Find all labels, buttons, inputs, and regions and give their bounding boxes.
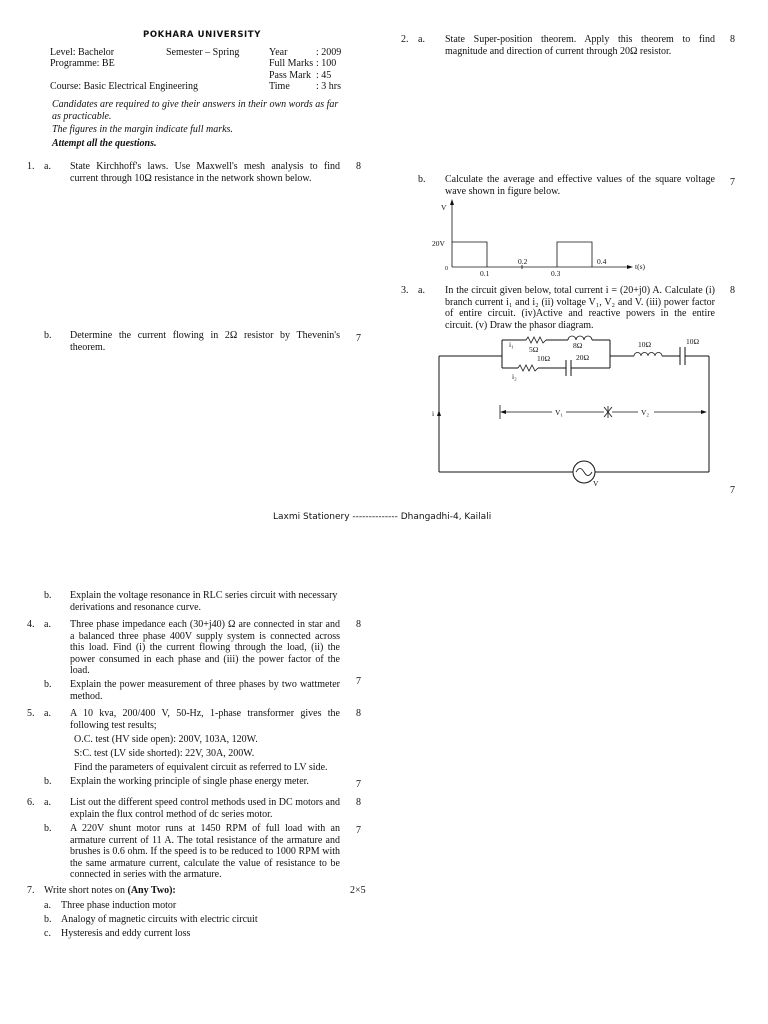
part-label: a. bbox=[44, 797, 51, 808]
resistor-label: 5Ω bbox=[529, 345, 539, 354]
part-label: a. bbox=[418, 285, 425, 296]
short-notes-heading bbox=[44, 885, 176, 897]
time-label: Time bbox=[269, 81, 290, 92]
origin-label: 0 bbox=[445, 266, 448, 272]
list-item: Three phase induction motor bbox=[61, 900, 177, 911]
pulse-2 bbox=[557, 242, 592, 267]
marks: 8 bbox=[356, 619, 361, 630]
short-notes-intro: Write short notes on bbox=[44, 885, 128, 896]
voltage-label-v1: V₁ bbox=[555, 408, 564, 417]
full-marks-value: : 100 bbox=[316, 58, 337, 69]
part-label: a. bbox=[44, 161, 51, 172]
resistor-10-ohm-icon bbox=[518, 365, 538, 371]
question-text: Explain the voltage resonance in RLC series circuit with necessary derivations and resonance curve. bbox=[70, 590, 338, 613]
list-item: Hysteresis and eddy current loss bbox=[61, 928, 191, 939]
question-text: List out the different speed control methods used in DC motors and explain the flux control method of dc series motor. bbox=[70, 797, 340, 820]
question-text: State Super-position theorem. Apply this theorem to find magnitude and direction of current through 20Ω resistor. bbox=[445, 34, 715, 57]
university-title: POKHARA UNIVERSITY bbox=[143, 30, 261, 40]
tick-label: 0.1 bbox=[480, 269, 490, 278]
question-number: 7. bbox=[27, 885, 35, 896]
time-value: : 3 hrs bbox=[316, 81, 341, 92]
ac-circuit-figure bbox=[428, 330, 718, 490]
branch-current-i2: i₂ bbox=[512, 372, 517, 381]
resistor-label: 10Ω bbox=[537, 354, 551, 363]
v2-arrow-icon bbox=[701, 410, 707, 414]
part-label: a. bbox=[44, 708, 51, 719]
question-text: Explain the power measurement of three phases by two wattmeter method. bbox=[70, 679, 340, 702]
question-text: Calculate the average and effective values of the square voltage wave shown in figure below. bbox=[445, 174, 715, 197]
question-number: 6. bbox=[27, 797, 35, 808]
part-label: b. bbox=[44, 679, 52, 690]
marks: 8 bbox=[356, 797, 361, 808]
full-marks-label: Full Marks bbox=[269, 58, 314, 69]
question-text: Explain the working principle of single phase energy meter. bbox=[70, 776, 309, 787]
question-number: 1. bbox=[27, 161, 35, 172]
part-label: b. bbox=[418, 174, 426, 185]
question-text: Three phase impedance each (30+j40) Ω are connected in star and a balanced three phase 400V supply system is connected across this load. Find (i) the current flowing through the load, (ii) the power consumed in each phase and (iii) the power factor of the load. bbox=[70, 619, 340, 677]
v1-arrow-icon bbox=[500, 410, 506, 414]
current-label-i: i bbox=[432, 409, 435, 418]
part-label: b. bbox=[44, 590, 52, 601]
level: Level: Bachelor bbox=[50, 47, 115, 58]
v-axis-arrow-icon bbox=[450, 199, 454, 205]
instruction-marks: The figures in the margin indicate full marks. bbox=[52, 124, 233, 135]
question-text: In the circuit given below, total current i = (20+j0) A. Calculate (i) branch current i₁ and i₂ (ii) voltage V₁, V₂ and V. (iii) power factor of entire circuit. (iv)Active and reactive powers in the entire circuit. (v) Draw the phasor diagram. bbox=[445, 285, 715, 331]
pass-mark-label: Pass Mark bbox=[269, 70, 311, 81]
inductor-8-ohm-icon bbox=[568, 336, 592, 340]
part-label: a. bbox=[44, 619, 51, 630]
inductor-label: 8Ω bbox=[573, 341, 583, 350]
test-result-instruction: Find the parameters of equivalent circuit as referred to LV side. bbox=[74, 762, 328, 773]
short-notes-any-two: (Any Two): bbox=[127, 885, 176, 896]
part-label: a. bbox=[418, 34, 425, 45]
footer-stationery: Laxmi Stationery -------------- Dhangadhi-4, Kailali bbox=[273, 512, 492, 522]
tick-label: 0.4 bbox=[597, 257, 607, 266]
programme: Programme: BE bbox=[50, 58, 115, 69]
inductor-10-ohm-icon bbox=[634, 353, 662, 357]
semester: Semester – Spring bbox=[166, 47, 240, 58]
marks: 2×5 bbox=[350, 885, 366, 896]
capacitor-label: 10Ω bbox=[686, 337, 700, 346]
marks: 7 bbox=[730, 485, 735, 496]
question-number: 5. bbox=[27, 708, 35, 719]
tick-label: 0.3 bbox=[551, 269, 561, 278]
sine-wave-icon bbox=[576, 469, 592, 476]
part-label: b. bbox=[44, 823, 52, 834]
question-text: A 10 kva, 200/400 V, 50-Hz, 1-phase transformer gives the following test results; bbox=[70, 708, 340, 731]
marks: 7 bbox=[356, 825, 361, 836]
inductor-label: 10Ω bbox=[638, 340, 652, 349]
pulse-1 bbox=[452, 242, 487, 267]
question-number: 3. bbox=[401, 285, 409, 296]
marks: 7 bbox=[730, 177, 735, 188]
marks: 8 bbox=[356, 161, 361, 172]
list-item-label: c. bbox=[44, 928, 51, 939]
list-item-label: b. bbox=[44, 914, 52, 925]
voltage-label-v2: V₂ bbox=[641, 408, 650, 417]
marks: 7 bbox=[356, 676, 361, 687]
marks: 7 bbox=[356, 779, 361, 790]
question-text: State Kirchhoff's laws. Use Maxwell's mesh analysis to find current through 10Ω resistance in the network shown below. bbox=[70, 161, 340, 184]
marks: 8 bbox=[730, 285, 735, 296]
tick-label: 0.2 bbox=[518, 257, 528, 266]
year-label: Year bbox=[269, 47, 288, 58]
question-text: Determine the current flowing in 2Ω resistor by Thevenin's theorem. bbox=[70, 330, 340, 353]
marks: 8 bbox=[356, 708, 361, 719]
branch-current-i1: i₁ bbox=[509, 340, 514, 349]
square-wave-figure bbox=[425, 196, 655, 280]
part-label: b. bbox=[44, 330, 52, 341]
list-item: Analogy of magnetic circuits with electric circuit bbox=[61, 914, 258, 925]
capacitor-label: 20Ω bbox=[576, 353, 590, 362]
current-arrow-icon bbox=[437, 410, 441, 416]
t-axis-arrow-icon bbox=[627, 265, 633, 269]
test-result-oc: O.C. test (HV side open): 200V, 103A, 120W. bbox=[74, 734, 258, 745]
list-item-label: a. bbox=[44, 900, 51, 911]
marks: 8 bbox=[730, 34, 735, 45]
pass-mark-value: : 45 bbox=[316, 70, 332, 81]
year-value: : 2009 bbox=[316, 47, 342, 58]
question-text: A 220V shunt motor runs at 1450 RPM of full load with an armature current of 11 A. The total resistance of the armature and brushes is 0.6 ohm. If the speed is to be reduced to 1000 RPM with the same armature current, calculate the value of resistance to be connected in series with the armature. bbox=[70, 823, 340, 881]
question-number: 4. bbox=[27, 619, 35, 630]
resistor-5-ohm-icon bbox=[526, 337, 546, 343]
marks: 7 bbox=[356, 333, 361, 344]
course: Course: Basic Electrical Engineering bbox=[50, 81, 199, 92]
question-number: 2. bbox=[401, 34, 409, 45]
v-axis-label: V bbox=[441, 203, 447, 212]
part-label: b. bbox=[44, 776, 52, 787]
level-label: 20V bbox=[432, 239, 445, 248]
t-axis-label: t(s) bbox=[635, 262, 645, 271]
instruction-answers: Candidates are required to give their answers in their own words as far as practicable. bbox=[52, 99, 339, 122]
instruction-attempt: Attempt all the questions. bbox=[52, 138, 157, 149]
test-result-sc: S:C. test (LV side shorted): 22V, 30A, 200W. bbox=[74, 748, 255, 759]
voltage-label-v: V bbox=[593, 479, 599, 488]
